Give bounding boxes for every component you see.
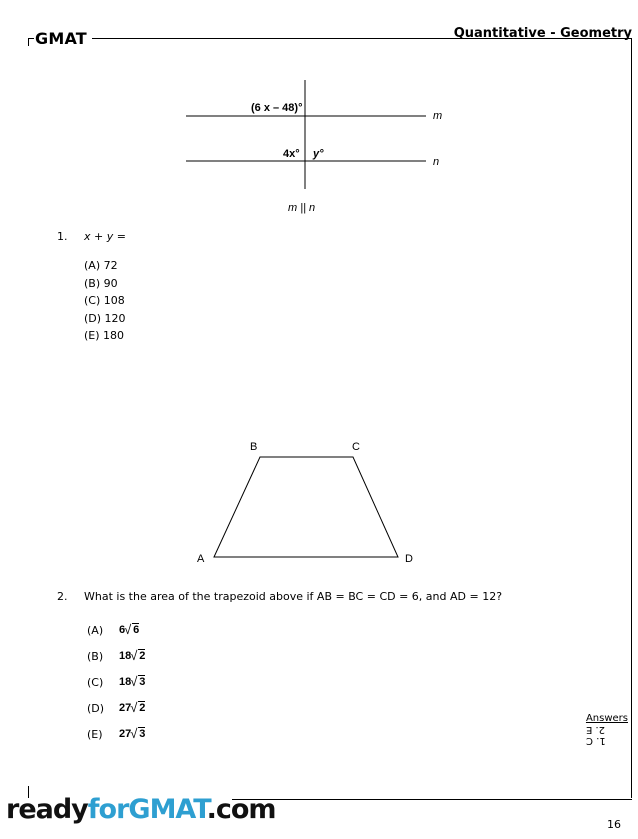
- logo-for: for: [87, 794, 129, 825]
- q2-choice-e-value: [119, 728, 145, 740]
- footer-rule: [232, 799, 632, 800]
- q2-choice-a-radicand: 6: [133, 624, 140, 636]
- q1-choices: [84, 257, 126, 345]
- sqrt-symbol: [131, 650, 145, 662]
- vertex-b-label: B: [250, 441, 258, 453]
- angle-left-label: 4x°: [283, 148, 300, 160]
- q1-choice-c[interactable]: (C) 108: [84, 294, 125, 307]
- q1-choice-d[interactable]: (D) 120: [84, 311, 126, 325]
- q2-choice-c-radicand: 3: [139, 676, 146, 688]
- readyforgmat-logo[interactable]: [6, 794, 276, 825]
- line-n-label: n: [433, 156, 440, 168]
- q2-choice-a-value: [119, 624, 139, 636]
- q2-choice-a-label: (A): [87, 623, 104, 637]
- q2-choices: [87, 617, 145, 747]
- q1-number: 1.: [57, 230, 68, 243]
- q2-choice-e-coef: 27: [119, 728, 132, 740]
- parallel-caption: m || n: [288, 202, 316, 214]
- q2-choice-c-value: [119, 676, 145, 688]
- sqrt-symbol: [131, 676, 145, 688]
- q1-choice-e[interactable]: (E) 180: [84, 329, 125, 342]
- q2-choice-c[interactable]: [87, 669, 145, 695]
- line-m-label: m: [433, 110, 443, 122]
- page-number: 16: [607, 818, 621, 831]
- figure-parallel-lines: [0, 0, 638, 220]
- q2-choice-a-coef: 6: [119, 624, 126, 636]
- vertex-d-label: D: [405, 553, 413, 565]
- q2-choice-a[interactable]: [87, 617, 145, 643]
- logo-com: .com: [206, 794, 276, 825]
- q2-choice-d-value: [119, 702, 145, 714]
- q2-prompt: What is the area of the trapezoid above if AB = BC = CD = 6, and AD = 12?: [84, 590, 503, 603]
- angle-right-label: y°: [313, 148, 324, 160]
- answers-title: Answers: [585, 713, 628, 724]
- sqrt-symbol: [125, 624, 139, 636]
- header-gmat-title: GMAT: [35, 29, 87, 48]
- q2-number: 2.: [57, 590, 68, 603]
- vertex-c-label: C: [352, 441, 360, 453]
- q2-choice-d[interactable]: [87, 695, 145, 721]
- answer-1: 1. C: [585, 735, 606, 746]
- q2-choice-e-label: (E): [87, 727, 103, 741]
- answer-2: 2. E: [585, 724, 605, 735]
- trapezoid-shape: [214, 457, 398, 557]
- sqrt-symbol: [131, 702, 145, 714]
- figure-trapezoid: [180, 430, 440, 570]
- q1-choice-a[interactable]: (A) 72: [84, 259, 118, 272]
- angle-top-label: (6 x – 48)°: [251, 102, 303, 114]
- q2-choice-b-radicand: 2: [139, 650, 146, 662]
- q2-choice-e[interactable]: [87, 721, 145, 747]
- logo-gmat: GMAT: [128, 794, 207, 825]
- q2-choice-d-label: (D): [87, 701, 105, 715]
- q1-choice-b[interactable]: (B) 90: [84, 276, 118, 290]
- q2-choice-b-value: [119, 650, 145, 662]
- vertex-a-label: A: [197, 553, 205, 565]
- logo-ready: ready: [6, 794, 88, 825]
- q2-choice-c-coef: 18: [119, 676, 132, 688]
- q2-choice-c-label: (C): [87, 675, 104, 689]
- q2-choice-b-label: (B): [87, 649, 104, 663]
- header-section-title: Quantitative - Geometry: [453, 26, 632, 41]
- q2-choice-b-coef: 18: [119, 650, 132, 662]
- q1-prompt: x + y =: [84, 230, 126, 243]
- q2-choice-e-radicand: 3: [139, 728, 146, 740]
- answers-key: [586, 713, 628, 746]
- q2-choice-d-coef: 27: [119, 702, 132, 714]
- q2-choice-d-radicand: 2: [139, 702, 146, 714]
- sqrt-symbol: [131, 728, 145, 740]
- q2-choice-b[interactable]: [87, 643, 145, 669]
